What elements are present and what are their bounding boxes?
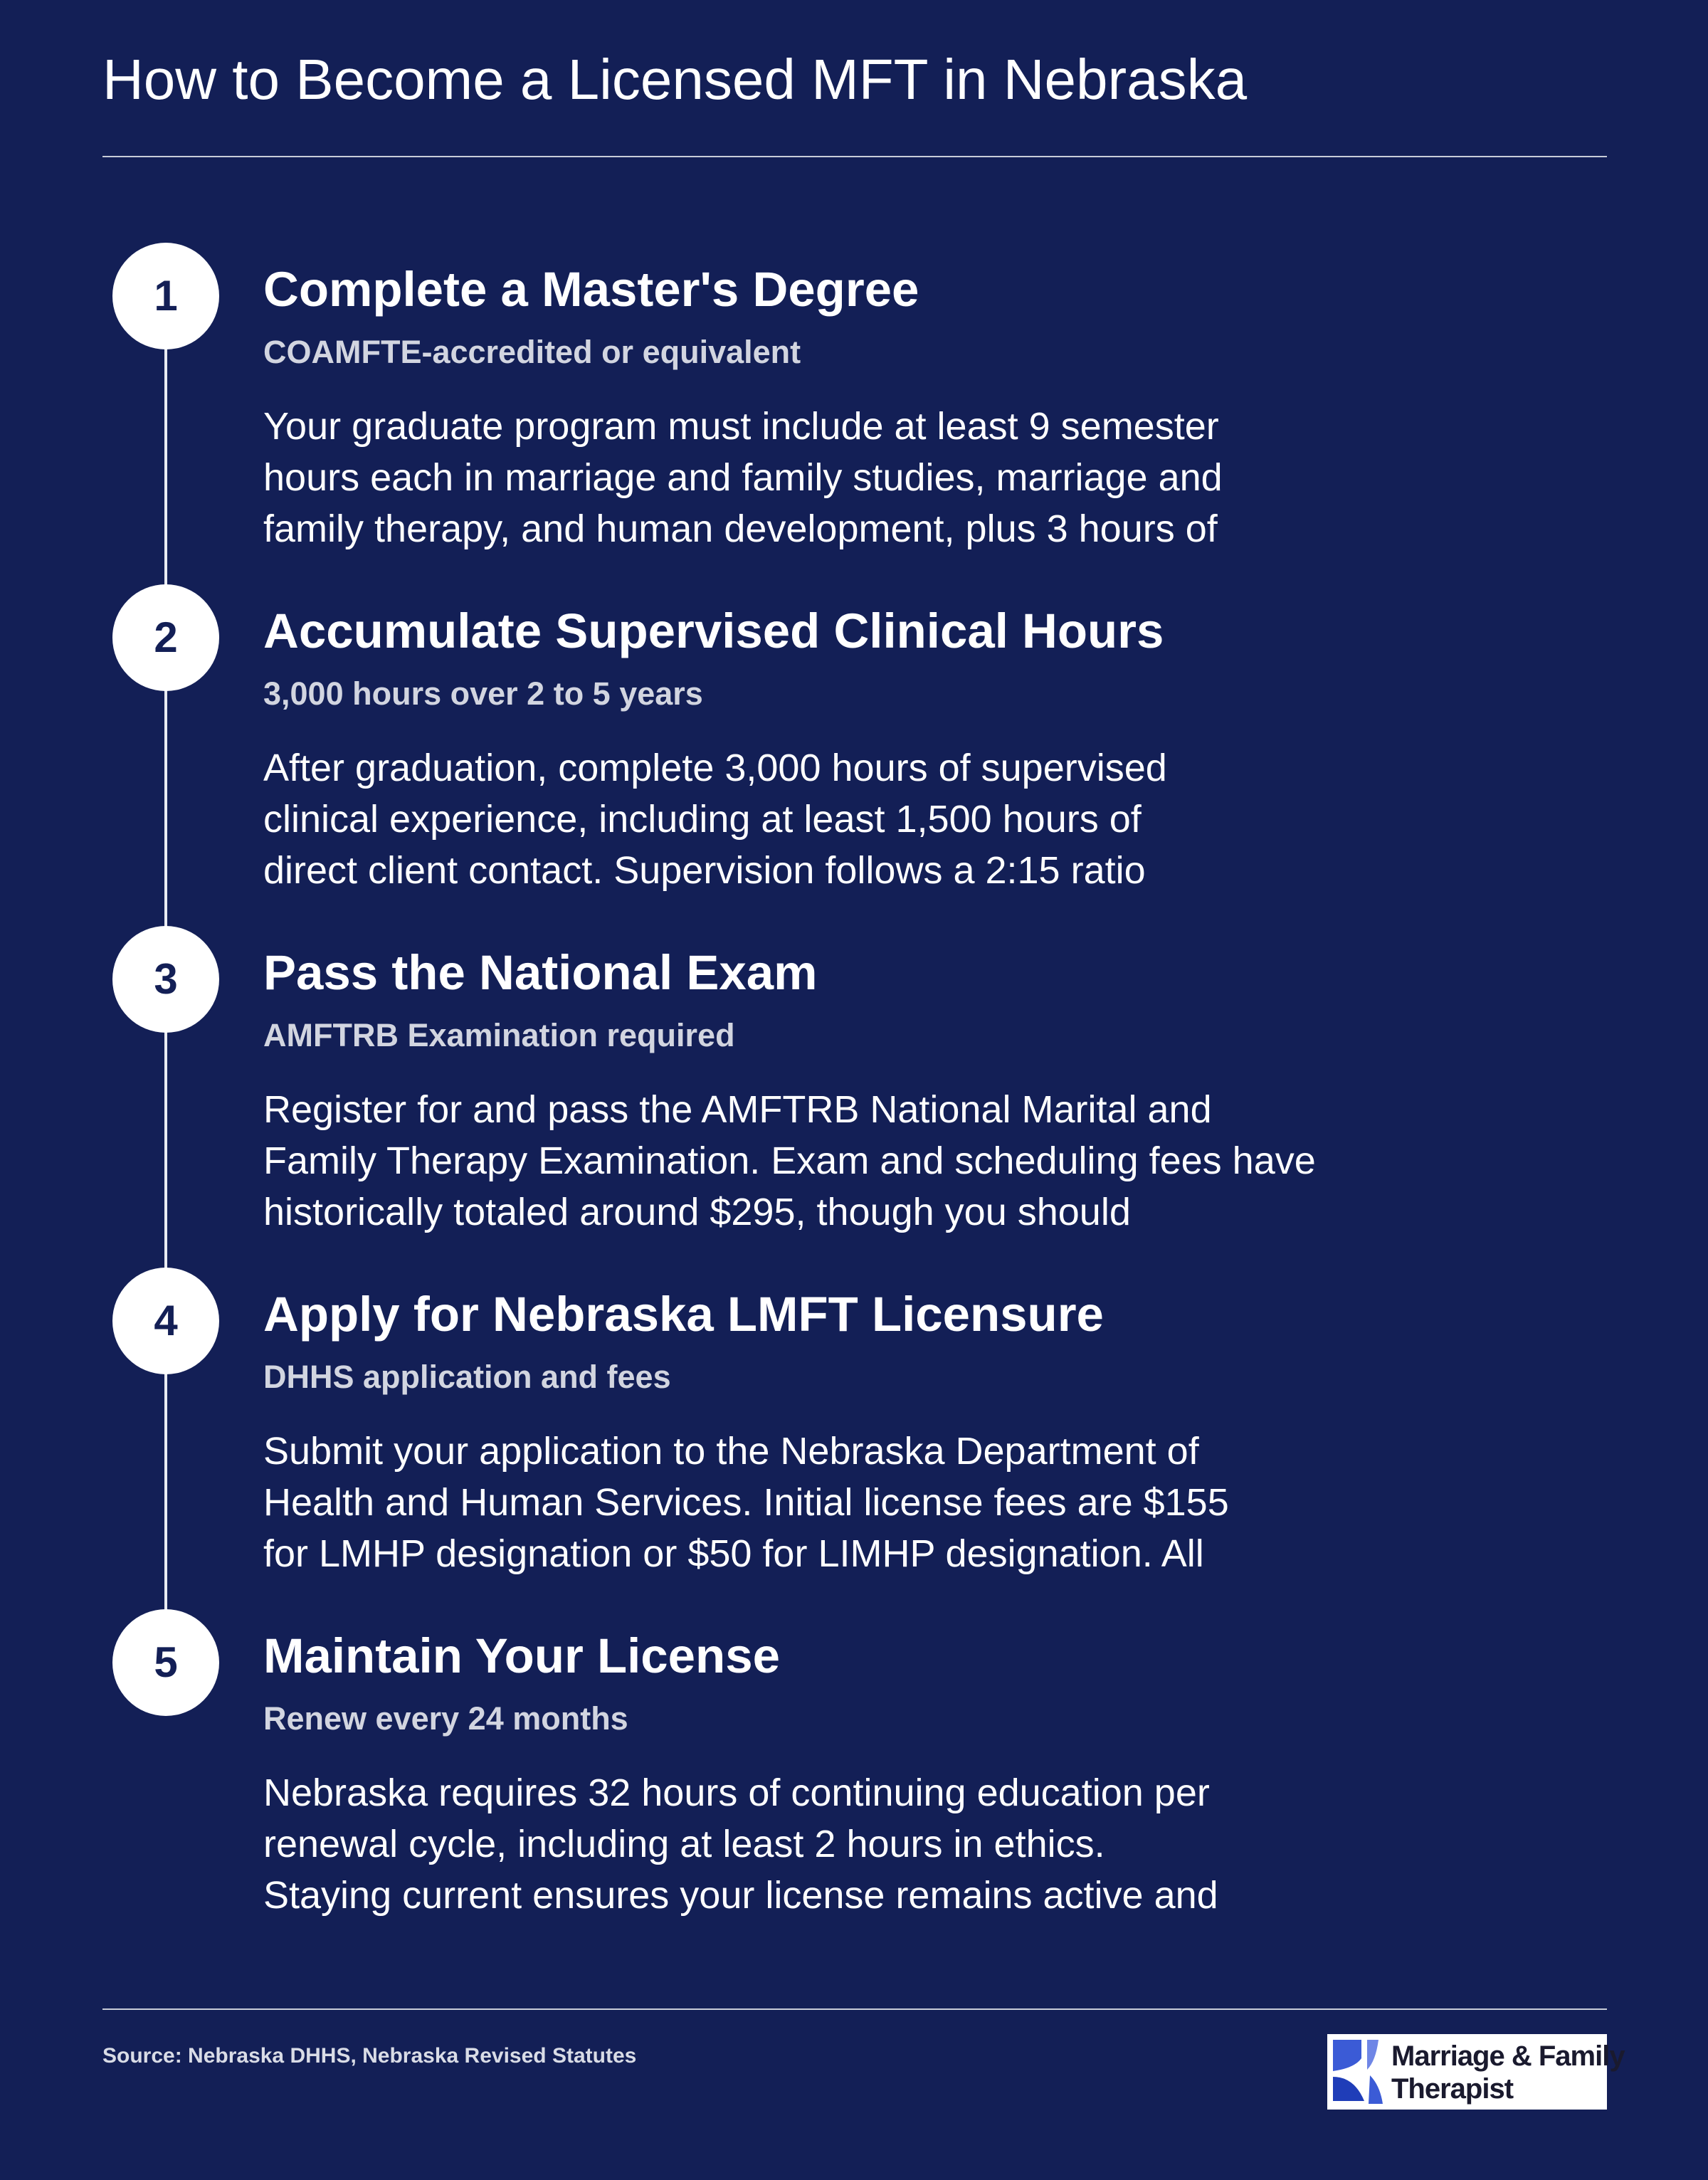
header-divider [102, 156, 1607, 157]
step-title: Accumulate Supervised Clinical Hours [263, 604, 1164, 658]
step-description-line: renewal cycle, including at least 2 hours in ethics. [263, 1823, 1105, 1865]
step-description [263, 1084, 1316, 1238]
logo-line: Therapist [1391, 2073, 1514, 2105]
step-subtitle: Renew every 24 months [263, 1700, 628, 1737]
brand-logo [1327, 2034, 1625, 2110]
step-3 [0, 926, 1708, 1253]
logo-mark-icon [1333, 2040, 1397, 2104]
step-5 [0, 1609, 1708, 1937]
step-1 [0, 243, 1708, 570]
step-number-badge: 1 [112, 243, 219, 349]
step-description-line: hours each in marriage and family studies, marriage and [263, 456, 1223, 499]
footer-divider [102, 2008, 1607, 2010]
step-description-line: historically totaled around $295, though you should [263, 1191, 1131, 1233]
step-description [263, 742, 1167, 896]
step-description [263, 1426, 1229, 1579]
logo-line: Marriage & Family [1391, 2041, 1625, 2072]
step-number-badge: 3 [112, 926, 219, 1033]
step-description-line: Submit your application to the Nebraska Department of [263, 1430, 1199, 1473]
step-2 [0, 584, 1708, 912]
step-description [263, 1767, 1218, 1921]
step-description-line: Nebraska requires 32 hours of continuing education per [263, 1771, 1210, 1814]
step-title: Complete a Master's Degree [263, 262, 919, 317]
step-4 [0, 1268, 1708, 1595]
step-description-line: Register for and pass the AMFTRB National Marital and [263, 1088, 1212, 1131]
step-number-badge: 2 [112, 584, 219, 691]
step-description-line: direct client contact. Supervision follows a 2:15 ratio [263, 849, 1146, 892]
page-title: How to Become a Licensed MFT in Nebraska [102, 48, 1248, 111]
step-subtitle: 3,000 hours over 2 to 5 years [263, 675, 703, 712]
step-title: Pass the National Exam [263, 945, 818, 1000]
step-title: Apply for Nebraska LMFT Licensure [263, 1287, 1104, 1342]
step-description-line: family therapy, and human development, plus 3 hours of [263, 507, 1218, 550]
step-description-line: After graduation, complete 3,000 hours of supervised [263, 747, 1167, 789]
step-number-badge: 5 [112, 1609, 219, 1716]
step-description-line: Family Therapy Examination. Exam and scheduling fees have [263, 1139, 1316, 1182]
step-description-line: Staying current ensures your license remains active and [263, 1874, 1218, 1917]
step-subtitle: COAMFTE-accredited or equivalent [263, 334, 801, 370]
step-description [263, 401, 1223, 554]
step-description-line: for LMHP designation or $50 for LIMHP designation. All [263, 1532, 1204, 1575]
step-subtitle: AMFTRB Examination required [263, 1017, 735, 1053]
source-note: Source: Nebraska DHHS, Nebraska Revised Statutes [102, 2044, 637, 2068]
step-description-line: clinical experience, including at least 1,500 hours of [263, 798, 1142, 841]
logo-wordmark [1391, 2040, 1625, 2105]
step-subtitle: DHHS application and fees [263, 1359, 671, 1395]
step-title: Maintain Your License [263, 1628, 780, 1683]
step-description-line: Health and Human Services. Initial license fees are $155 [263, 1481, 1229, 1524]
step-description-line: Your graduate program must include at least 9 semester [263, 405, 1219, 448]
step-number-badge: 4 [112, 1268, 219, 1374]
